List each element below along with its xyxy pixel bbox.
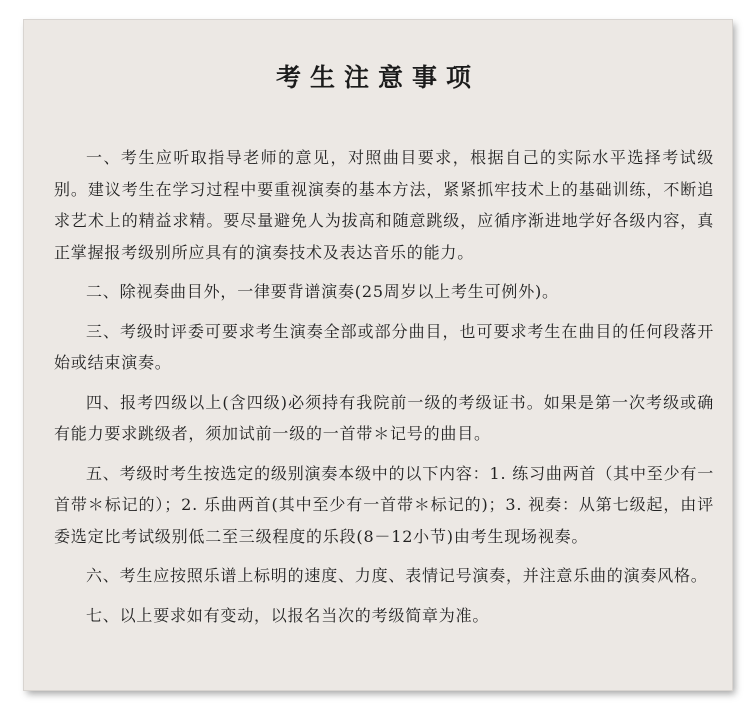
- document-page: [24, 20, 732, 690]
- rule-paragraph-4: 四、报考四级以上(含四级)必须持有我院前一级的考级证书。如果是第一次考级或确有能力要求跳级者，须加试前一级的一首带＊记号的曲目。: [54, 392, 714, 443]
- rule-paragraph-6: 六、考生应按照乐谱上标明的速度、力度、表情记号演奏，并注意乐曲的演奏风格。: [86, 566, 708, 585]
- rule-paragraph-5: 五、考级时考生按选定的级别演奏本级中的以下内容：1. 练习曲两首（其中至少有一首带＊标记的）；2. 乐曲两首(其中至少有一首带＊标记的)；3. 视奏：从第七级起，由评委选定比考试级别低二至三级程度的乐段(8－12小节)由考生现场视奏。: [54, 463, 714, 546]
- rule-paragraph-1: 一、考生应听取指导老师的意见，对照曲目要求，根据自己的实际水平选择考试级别。建议考生在学习过程中要重视演奏的基本方法，紧紧抓牢技术上的基础训练，不断追求艺术上的精益求精。要尽量避免人为拔高和随意跳级，应循序渐进地学好各级内容，真正掌握报考级别所应具有的演奏技术及表达音乐的能力。: [54, 148, 714, 262]
- rule-paragraph-3: 三、考级时评委可要求考生演奏全部或部分曲目，也可要求考生在曲目的任何段落开始或结束演奏。: [54, 321, 714, 372]
- document-title: 考生注意事项: [275, 63, 480, 92]
- rule-paragraph-2: 二、除视奏曲目外，一律要背谱演奏(25周岁以上考生可例外)。: [86, 282, 559, 301]
- document-body: [54, 142, 714, 639]
- rule-paragraph-7: 七、以上要求如有变动，以报名当次的考级简章为准。: [86, 605, 490, 625]
